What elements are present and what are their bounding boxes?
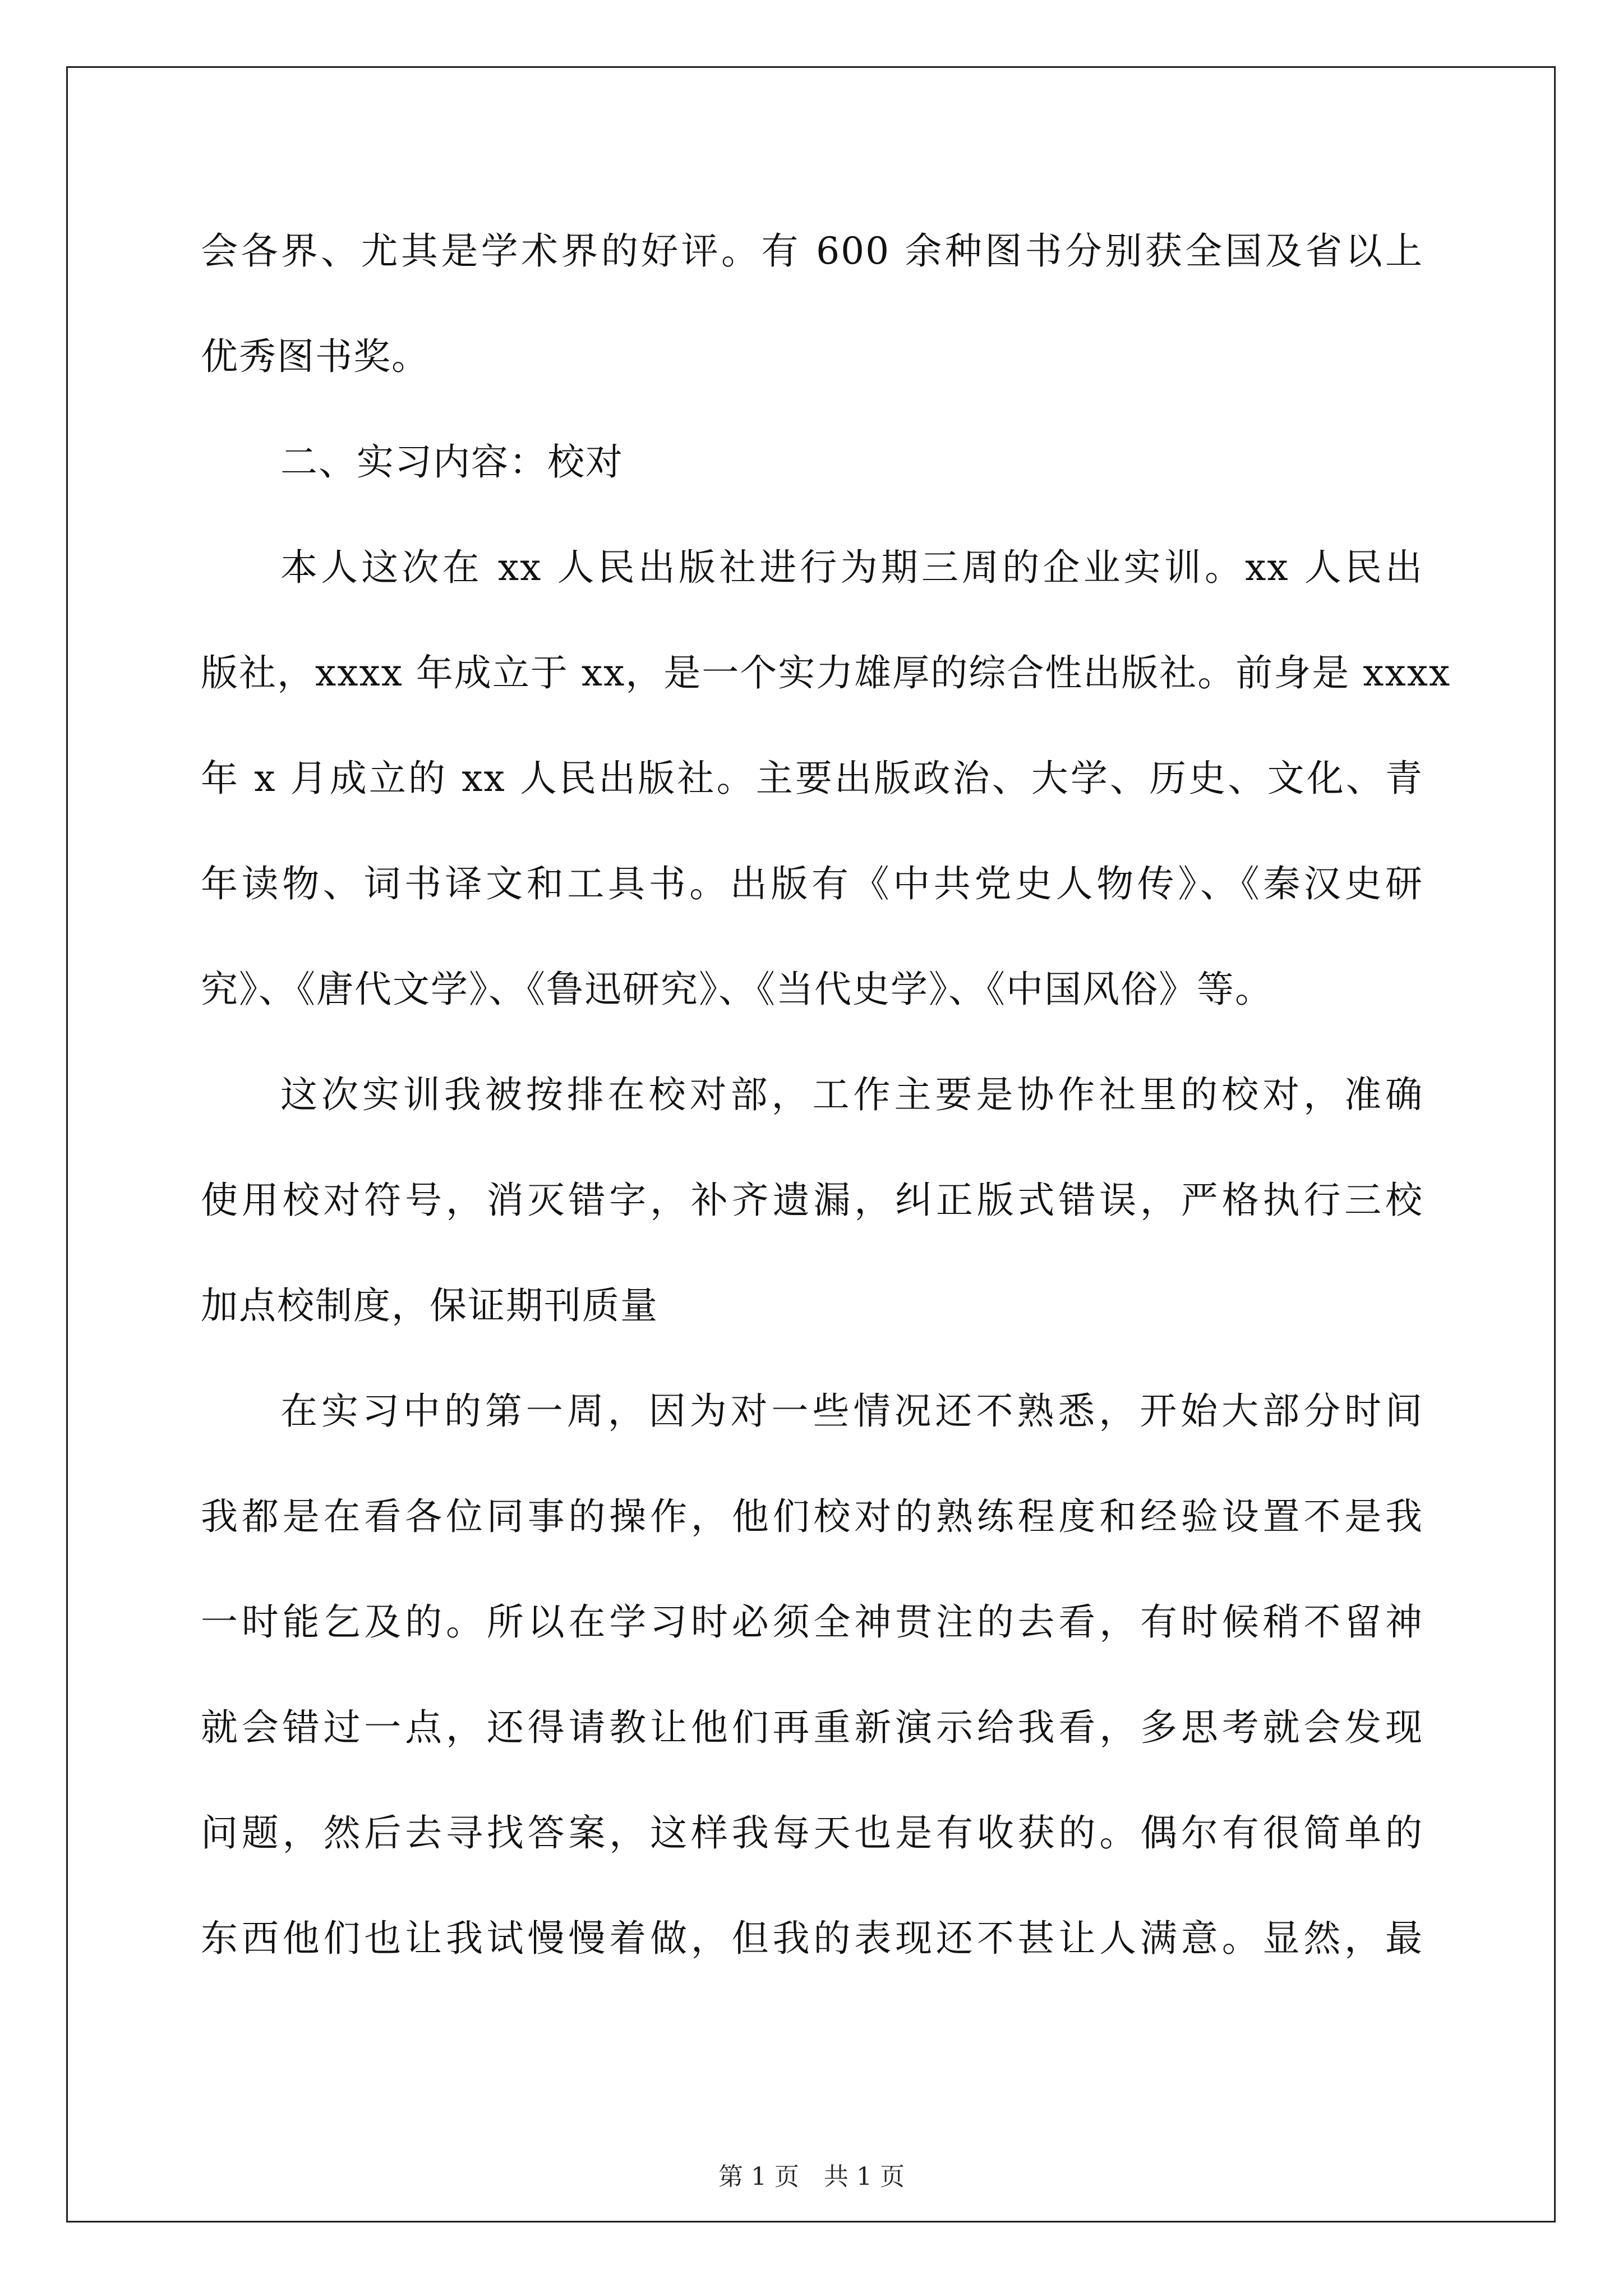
text-line: 二、实习内容：校对 bbox=[280, 440, 624, 484]
text-line: 在实习中的第一周，因为对一些情况还不熟悉，开始大部分时间 bbox=[280, 1389, 1423, 1433]
text-line: 优秀图书奖。 bbox=[201, 335, 430, 378]
text-line: 本人这次在 xx 人民出版社进行为期三周的企业实训。xx 人民出 bbox=[280, 546, 1423, 589]
text-line: 年读物、词书译文和工具书。出版有《中共党史人物传》、《秦汉史研 bbox=[201, 862, 1423, 905]
text-line: 问题，然后去寻找答案，这样我每天也是有收获的。偶尔有很简单的 bbox=[201, 1811, 1423, 1855]
text-line: 东西他们也让我试慢慢着做，但我的表现还不甚让人满意。显然，最 bbox=[201, 1917, 1423, 1960]
text-line: 年 x 月成立的 xx 人民出版社。主要出版政治、大学、历史、文化、青 bbox=[201, 757, 1423, 800]
text-line: 版社，xxxx 年成立于 xx，是一个实力雄厚的综合性出版社。前身是 xxxx bbox=[201, 651, 1451, 694]
text-line: 我都是在看各位同事的操作，他们校对的熟练程度和经验设置不是我 bbox=[201, 1495, 1423, 1538]
page-number-footer: 第 1 页 共 1 页 bbox=[718, 2162, 905, 2191]
text-line: 究》、《唐代文学》、《鲁迅研究》、《当代史学》、《中国风俗》等。 bbox=[201, 968, 1273, 1011]
text-line: 会各界、尤其是学术界的好评。有 600 余种图书分别获全国及省以上 bbox=[201, 229, 1423, 273]
document-body bbox=[201, 199, 1451, 1991]
text-line: 这次实训我被按排在校对部，工作主要是协作社里的校对，准确 bbox=[280, 1073, 1423, 1116]
text-line: 使用校对符号，消灭错字，补齐遗漏，纠正版式错误，严格执行三校 bbox=[201, 1179, 1423, 1222]
text-line: 就会错过一点，还得请教让他们再重新演示给我看，多思考就会发现 bbox=[201, 1706, 1423, 1749]
text-line: 加点校制度，保证期刊质量 bbox=[201, 1284, 658, 1327]
text-line: 一时能乞及的。所以在学习时必须全神贯注的去看，有时候稍不留神 bbox=[201, 1600, 1423, 1644]
